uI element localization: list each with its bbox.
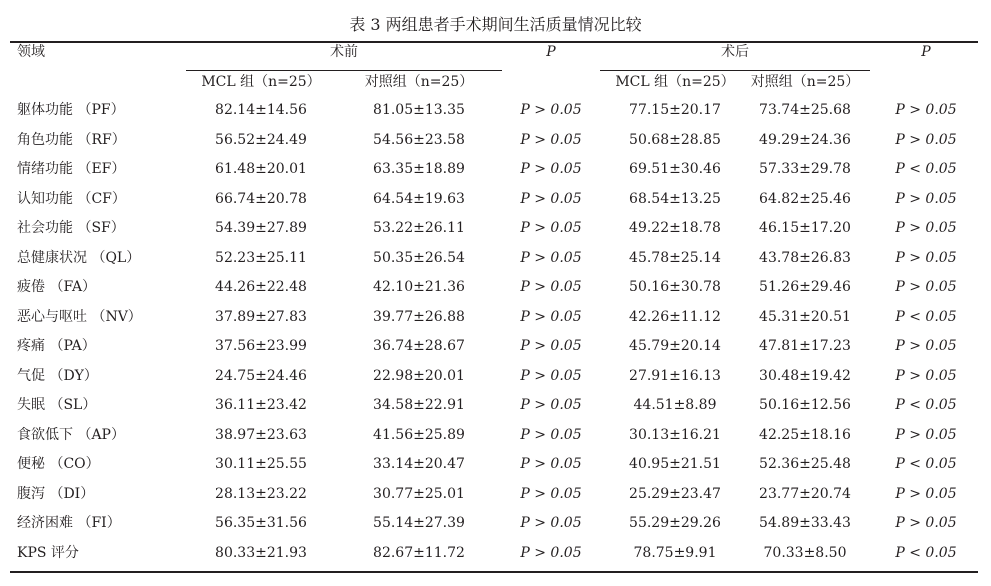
pre-mcl-value: 44.26±22.48	[215, 279, 307, 295]
pre-control-value: 41.56±25.89	[373, 426, 465, 443]
header-post-mcl: MCL 组（n=25）	[615, 74, 735, 90]
post-p-value: P < 0.05	[895, 456, 957, 472]
row-label: 失眠 （SL）	[17, 397, 97, 413]
row-label: 恶心与呕吐 （NV）	[17, 308, 142, 325]
post-control-value: 70.33±8.50	[763, 544, 847, 561]
row-label: 认知功能 （CF）	[17, 190, 126, 207]
pre-p-value: P > 0.05	[520, 190, 582, 207]
post-mcl-value: 50.16±30.78	[629, 279, 721, 295]
pre-control-value: 33.14±20.47	[373, 456, 465, 472]
pre-control-value: 82.67±11.72	[373, 544, 465, 561]
post-p-value: P < 0.05	[895, 161, 957, 177]
post-mcl-value: 78.75±9.91	[633, 544, 717, 561]
post-subrule	[600, 70, 870, 71]
post-mcl-value: 30.13±16.21	[629, 426, 721, 443]
post-p-value: P > 0.05	[895, 426, 957, 443]
pre-mcl-value: 28.13±23.22	[215, 485, 307, 502]
post-mcl-value: 44.51±8.89	[633, 397, 717, 413]
pre-control-value: 54.56±23.58	[373, 131, 465, 148]
table-caption: 表 3 两组患者手术期间生活质量情况比较	[349, 15, 642, 34]
post-p-value: P > 0.05	[895, 279, 957, 295]
header-pre: 术前	[330, 44, 358, 60]
pre-mcl-value: 52.23±25.11	[215, 249, 307, 266]
post-mcl-value: 27.91±16.13	[629, 367, 721, 384]
post-control-value: 30.48±19.42	[759, 367, 851, 384]
pre-mcl-value: 56.52±24.49	[215, 131, 307, 148]
post-control-value: 57.33±29.78	[759, 161, 851, 177]
row-label: 疼痛 （PA）	[17, 338, 96, 354]
post-mcl-value: 42.26±11.12	[629, 308, 721, 325]
row-label: 经济困难 （FI）	[17, 515, 121, 531]
pre-mcl-value: 36.11±23.42	[215, 397, 307, 413]
pre-control-value: 81.05±13.35	[373, 102, 465, 118]
post-control-value: 51.26±29.46	[759, 279, 851, 295]
post-mcl-value: 77.15±20.17	[629, 102, 721, 118]
pre-mcl-value: 30.11±25.55	[215, 456, 307, 472]
row-label: 社会功能 （SF）	[17, 220, 125, 236]
row-label: 情绪功能 （EF）	[17, 161, 126, 177]
post-mcl-value: 68.54±13.25	[629, 190, 721, 207]
post-p-value: P > 0.05	[895, 338, 957, 354]
post-p-value: P < 0.05	[895, 397, 957, 413]
post-mcl-value: 45.78±25.14	[629, 249, 721, 266]
post-control-value: 50.16±12.56	[759, 397, 851, 413]
post-control-value: 46.15±17.20	[759, 220, 851, 236]
header-post-p: P	[921, 44, 931, 60]
post-mcl-value: 50.68±28.85	[629, 131, 721, 148]
row-label: KPS 评分	[17, 544, 79, 561]
post-p-value: P > 0.05	[895, 220, 957, 236]
post-control-value: 23.77±20.74	[759, 485, 851, 502]
pre-mcl-value: 56.35±31.56	[215, 515, 307, 531]
post-control-value: 49.29±24.36	[759, 131, 851, 148]
pre-control-value: 50.35±26.54	[373, 249, 465, 266]
row-label: 腹泻 （DI）	[17, 485, 95, 502]
post-mcl-value: 45.79±20.14	[629, 338, 721, 354]
pre-p-value: P > 0.05	[520, 426, 582, 443]
post-p-value: P > 0.05	[895, 249, 957, 266]
header-pre-p: P	[546, 44, 556, 60]
pre-control-value: 22.98±20.01	[373, 367, 465, 384]
post-p-value: P > 0.05	[895, 102, 957, 118]
post-p-value: P > 0.05	[895, 367, 957, 384]
pre-p-value: P > 0.05	[520, 456, 582, 472]
pre-p-value: P > 0.05	[520, 102, 582, 118]
header-post-control: 对照组（n=25）	[750, 74, 860, 90]
pre-p-value: P > 0.05	[520, 544, 582, 561]
post-control-value: 47.81±17.23	[759, 338, 851, 354]
pre-control-value: 42.10±21.36	[373, 279, 465, 295]
post-mcl-value: 25.29±23.47	[629, 485, 721, 502]
post-control-value: 64.82±25.46	[759, 190, 851, 207]
post-control-value: 73.74±25.68	[759, 102, 851, 118]
pre-mcl-value: 24.75±24.46	[215, 367, 307, 384]
header-pre-mcl: MCL 组（n=25）	[201, 74, 321, 90]
pre-p-value: P > 0.05	[520, 397, 582, 413]
pre-mcl-value: 61.48±20.01	[215, 161, 307, 177]
post-control-value: 54.89±33.43	[759, 515, 851, 531]
pre-mcl-value: 66.74±20.78	[215, 190, 307, 207]
post-control-value: 42.25±18.16	[759, 426, 851, 443]
pre-mcl-value: 82.14±14.56	[215, 102, 307, 118]
pre-control-value: 55.14±27.39	[373, 515, 465, 531]
post-p-value: P > 0.05	[895, 131, 957, 148]
post-p-value: P > 0.05	[895, 190, 957, 207]
header-pre-control: 对照组（n=25）	[364, 74, 474, 90]
bottom-rule	[10, 571, 978, 573]
row-label: 疲倦 （FA）	[17, 279, 97, 295]
pre-mcl-value: 37.89±27.83	[215, 308, 307, 325]
pre-p-value: P > 0.05	[520, 161, 582, 177]
row-label: 食欲低下 （AP）	[17, 426, 125, 443]
row-label: 便秘 （CO）	[17, 456, 100, 472]
post-p-value: P > 0.05	[895, 515, 957, 531]
post-p-value: P > 0.05	[895, 485, 957, 502]
pre-p-value: P > 0.05	[520, 279, 582, 295]
header-post: 术后	[721, 44, 749, 60]
post-control-value: 45.31±20.51	[759, 308, 851, 325]
pre-control-value: 64.54±19.63	[373, 190, 465, 207]
pre-p-value: P > 0.05	[520, 338, 582, 354]
pre-control-value: 63.35±18.89	[373, 161, 465, 177]
pre-p-value: P > 0.05	[520, 367, 582, 384]
post-mcl-value: 49.22±18.78	[629, 220, 721, 236]
pre-subrule	[186, 70, 502, 71]
row-label: 总健康状况 （QL）	[17, 249, 141, 266]
pre-control-value: 34.58±22.91	[373, 397, 465, 413]
post-mcl-value: 69.51±30.46	[629, 161, 721, 177]
pre-p-value: P > 0.05	[520, 249, 582, 266]
pre-p-value: P > 0.05	[520, 131, 582, 148]
post-mcl-value: 55.29±29.26	[629, 515, 721, 531]
post-control-value: 43.78±26.83	[759, 249, 851, 266]
post-control-value: 52.36±25.48	[759, 456, 851, 472]
row-label: 气促 （DY）	[17, 367, 98, 384]
row-label: 躯体功能 （PF）	[17, 102, 125, 118]
pre-mcl-value: 37.56±23.99	[215, 338, 307, 354]
pre-p-value: P > 0.05	[520, 515, 582, 531]
pre-mcl-value: 80.33±21.93	[215, 544, 307, 561]
pre-p-value: P > 0.05	[520, 220, 582, 236]
header-domain: 领域	[17, 44, 45, 60]
pre-mcl-value: 38.97±23.63	[215, 426, 307, 443]
post-p-value: P < 0.05	[895, 544, 957, 561]
pre-p-value: P > 0.05	[520, 308, 582, 325]
pre-mcl-value: 54.39±27.89	[215, 220, 307, 236]
post-p-value: P < 0.05	[895, 308, 957, 325]
pre-control-value: 39.77±26.88	[373, 308, 465, 325]
post-mcl-value: 40.95±21.51	[629, 456, 721, 472]
row-label: 角色功能 （RF）	[17, 131, 126, 148]
pre-p-value: P > 0.05	[520, 485, 582, 502]
pre-control-value: 36.74±28.67	[373, 338, 465, 354]
pre-control-value: 30.77±25.01	[373, 485, 465, 502]
pre-control-value: 53.22±26.11	[373, 220, 465, 236]
